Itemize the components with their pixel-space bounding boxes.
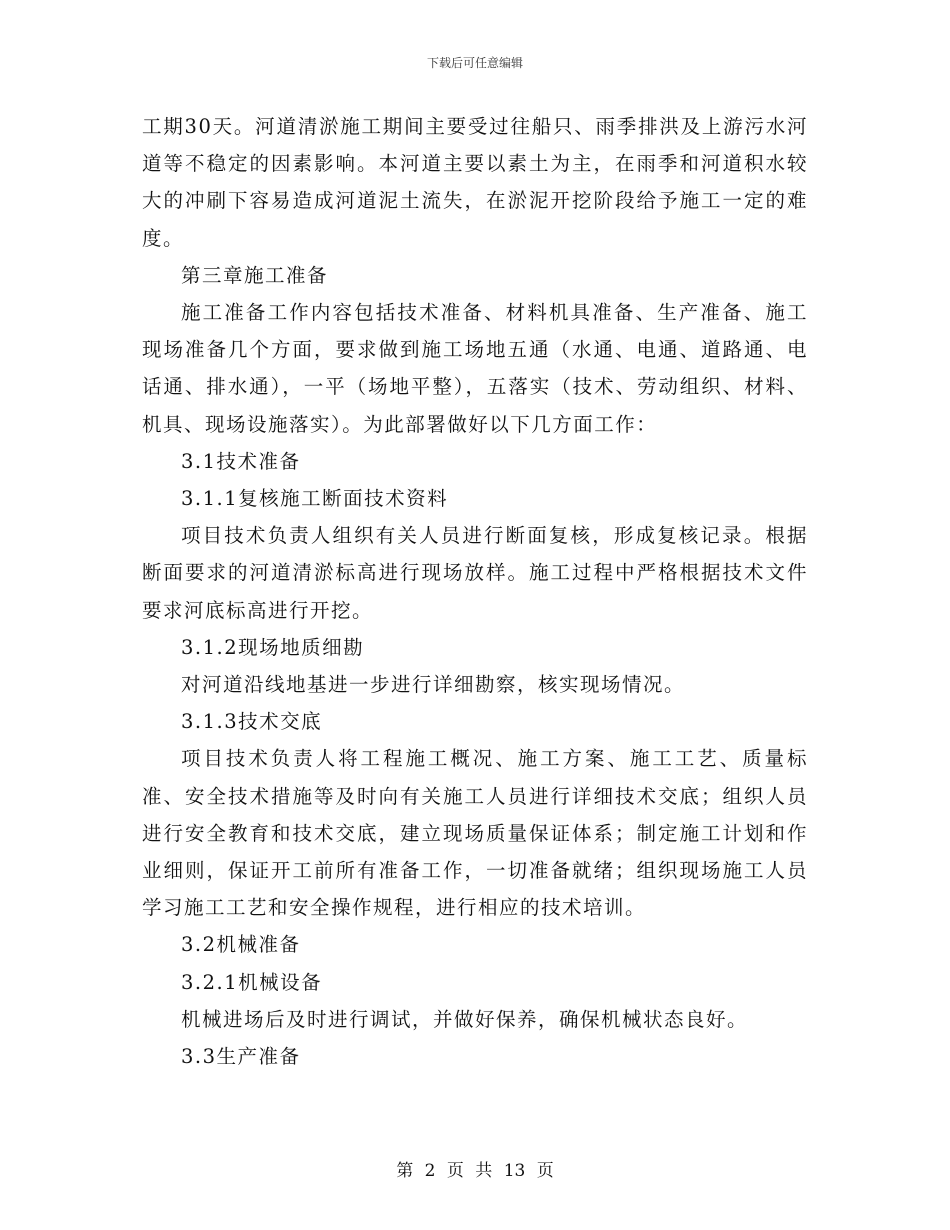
paragraph: 项目技术负责人将工程施工概况、施工方案、施工工艺、质量标准、安全技术措施等及时向有关施工人员进行详细技术交底；组织人员进行安全教育和技术交底，建立现场质量保证体系；制定施工计划和作业细则，保证开工前所有准备工作，一切准备就绪；组织现场施工人员学习施工工艺和安全操作规程，进行相应的技术培训。 bbox=[142, 747, 808, 920]
subsection-heading: 3.1.2现场地质细勘 bbox=[181, 635, 365, 659]
paragraph: 机械进场后及时进行调试，并做好保养，确保机械状态良好。 bbox=[181, 1007, 749, 1031]
page-header: 下载后可任意编辑 bbox=[426, 56, 523, 70]
section-heading: 3.2机械准备 bbox=[181, 933, 301, 957]
page-number: 第 2 页 共 13 页 bbox=[396, 1161, 554, 1181]
paragraph: 施工准备工作内容包括技术准备、材料机具准备、生产准备、施工现场准备几个方面，要求做到施工场地五通（水通、电通、道路通、电话通、排水通），一平（场地平整），五落实（技术、劳动组织、材料、机具、现场设施落实）。为此部署做好以下几方面工作： bbox=[142, 301, 808, 436]
chapter-heading: 第三章施工准备 bbox=[181, 263, 329, 287]
paragraph-continuation: 工期30天。河道清淤施工期间主要受过往船只、雨季排洪及上游污水河道等不稳定的因素影响。本河道主要以素土为主，在雨季和河道积水较大的冲刷下容易造成河道泥土流失，在淤泥开挖阶段给予施工一定的难度。 bbox=[142, 115, 808, 250]
paragraph: 项目技术负责人组织有关人员进行断面复核，形成复核记录。根据断面要求的河道清淤标高进行现场放样。施工过程中严格根据技术文件要求河底标高进行开挖。 bbox=[142, 524, 808, 622]
subsection-heading: 3.2.1机械设备 bbox=[181, 970, 323, 994]
document-body bbox=[142, 108, 808, 1075]
subsection-heading: 3.1.1复核施工断面技术资料 bbox=[181, 487, 449, 511]
subsection-heading: 3.1.3技术交底 bbox=[181, 710, 323, 734]
section-heading: 3.3生产准备 bbox=[181, 1045, 301, 1069]
paragraph: 对河道沿线地基进一步进行详细勘察，核实现场情况。 bbox=[181, 673, 686, 697]
section-heading: 3.1技术准备 bbox=[181, 449, 301, 473]
